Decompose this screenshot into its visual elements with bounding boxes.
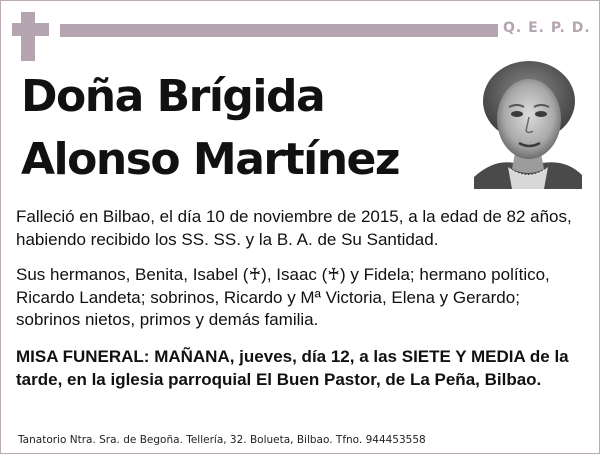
funeral-mass-paragraph: MISA FUNERAL: MAÑANA, jueves, día 12, a las SIETE Y MEDIA de la tarde, en la iglesia parroquial El Buen Pastor, de La Peña, Bilbao. (16, 347, 569, 389)
funeral-home-footer: Tanatorio Ntra. Sra. de Begoña. Tellería, 32. Bolueta, Bilbao. Tfno. 944453558 (18, 434, 426, 446)
family-paragraph: Sus hermanos, Benita, Isabel (♰), Isaac (♰) y Fidela; hermano político, Ricardo Landeta; sobrinos, Ricardo y Mª Victoria, Elena y Gerardo; sobrinos nietos, primos y demás familia. (16, 265, 550, 329)
cross-icon-vertical (21, 12, 35, 61)
death-announcement-paragraph: Falleció en Bilbao, el día 10 de noviembre de 2015, a la edad de 82 años, habiendo recibido los SS. SS. y la B. A. de Su Santidad. (16, 207, 572, 249)
header-rule (60, 24, 498, 37)
portrait-image (474, 59, 582, 189)
deceased-name-line1: Doña Brígida (21, 71, 325, 122)
cross-icon-horizontal (12, 23, 49, 36)
qepd-label: Q. E. P. D. (503, 20, 591, 36)
deceased-name-line2: Alonso Martínez (21, 134, 399, 185)
portrait-photo (474, 59, 582, 189)
